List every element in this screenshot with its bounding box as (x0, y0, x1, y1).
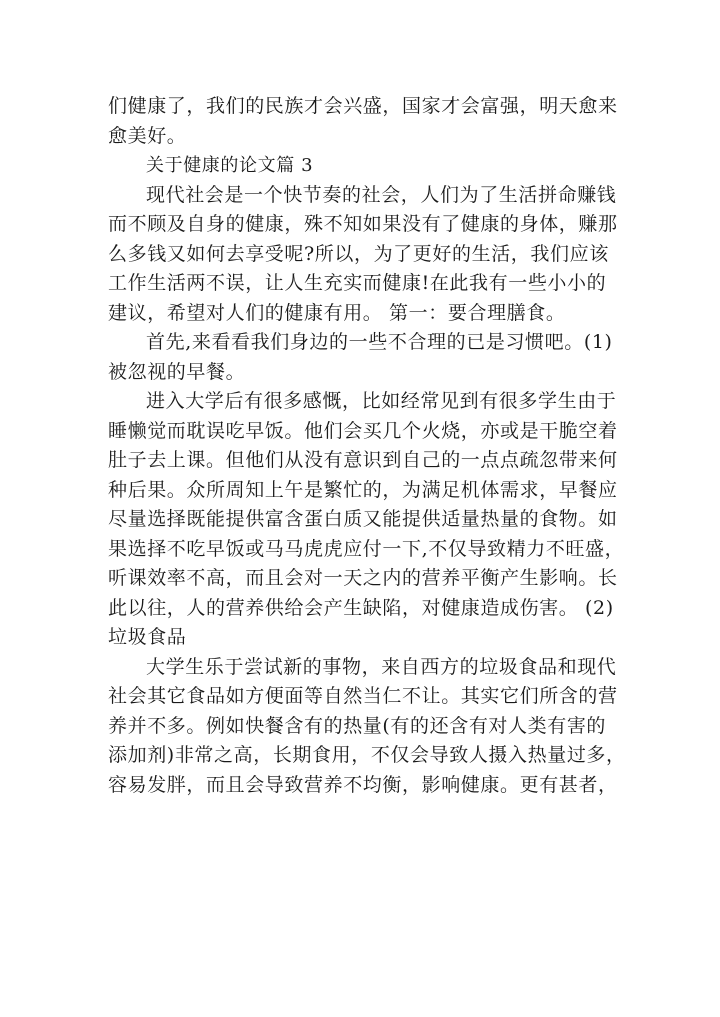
text-line: 首先,来看看我们身边的一些不合理的已是习惯吧。(1) (146, 331, 613, 353)
text-line: 肚子去上课。但他们从没有意识到自己的一点点疏忽带来何 (108, 449, 618, 471)
text-line: 进入大学后有很多感慨，比如经常见到有很多学生由于 (146, 390, 617, 412)
text-line: 果选择不吃早饭或马马虎虎应付一下,不仅导致精力不旺盛， (108, 537, 625, 560)
text-line: 么多钱又如何去享受呢?所以，为了更好的生活，我们应该 (108, 242, 609, 265)
text-line: 种后果。众所周知上午是繁忙的，为满足机体需求，早餐应 (108, 478, 618, 501)
document-body (108, 92, 626, 800)
text-line: 愈美好。 (108, 124, 187, 147)
text-line: 容易发胖，而且会导致营养不均衡，影响健康。更有甚者， (108, 773, 618, 796)
text-line: 大学生乐于尝试新的事物，来自西方的垃圾食品和现代 (146, 655, 617, 678)
text-line: 垃圾食品 (108, 626, 187, 648)
text-line: 听课效率不高，而且会对一天之内的营养平衡产生影响。长 (108, 567, 618, 589)
text-line: 被忽视的早餐。 (108, 360, 246, 383)
text-line: 此以往，人的营养供给会产生缺陷，对健康造成伤害。 (2) (108, 596, 614, 619)
text-line: 尽量选择既能提供富含蛋白质又能提供适量热量的食物。如 (108, 508, 618, 530)
text-line: 添加剂)非常之高，长期食用，不仅会导致人摄入热量过多， (108, 744, 626, 766)
text-line: 社会其它食品如方便面等自然当仁不让。其实它们所含的营 (108, 685, 618, 707)
text-line: 工作生活两不误，让人生充实而健康!在此我有一些小小的 (108, 272, 607, 294)
text-line: 养并不多。例如快餐含有的热量(有的还含有对人类有害的 (108, 714, 607, 737)
text-line: 现代社会是一个快节奏的社会，人们为了生活拼命赚钱 (146, 183, 617, 206)
text-line: 而不顾及自身的健康，殊不知如果没有了健康的身体，赚那 (108, 213, 618, 235)
text-line: 们健康了，我们的民族才会兴盛，国家才会富强，明天愈来 (108, 95, 618, 117)
text-line: 睡懒觉而耽误吃早饭。他们会买几个火烧，亦或是干脆空着 (108, 419, 618, 442)
text-line: 建议，希望对人们的健康有用。 第一：要合理膳食。 (108, 301, 566, 324)
section-heading: 关于健康的论文篇 3 (146, 155, 314, 176)
